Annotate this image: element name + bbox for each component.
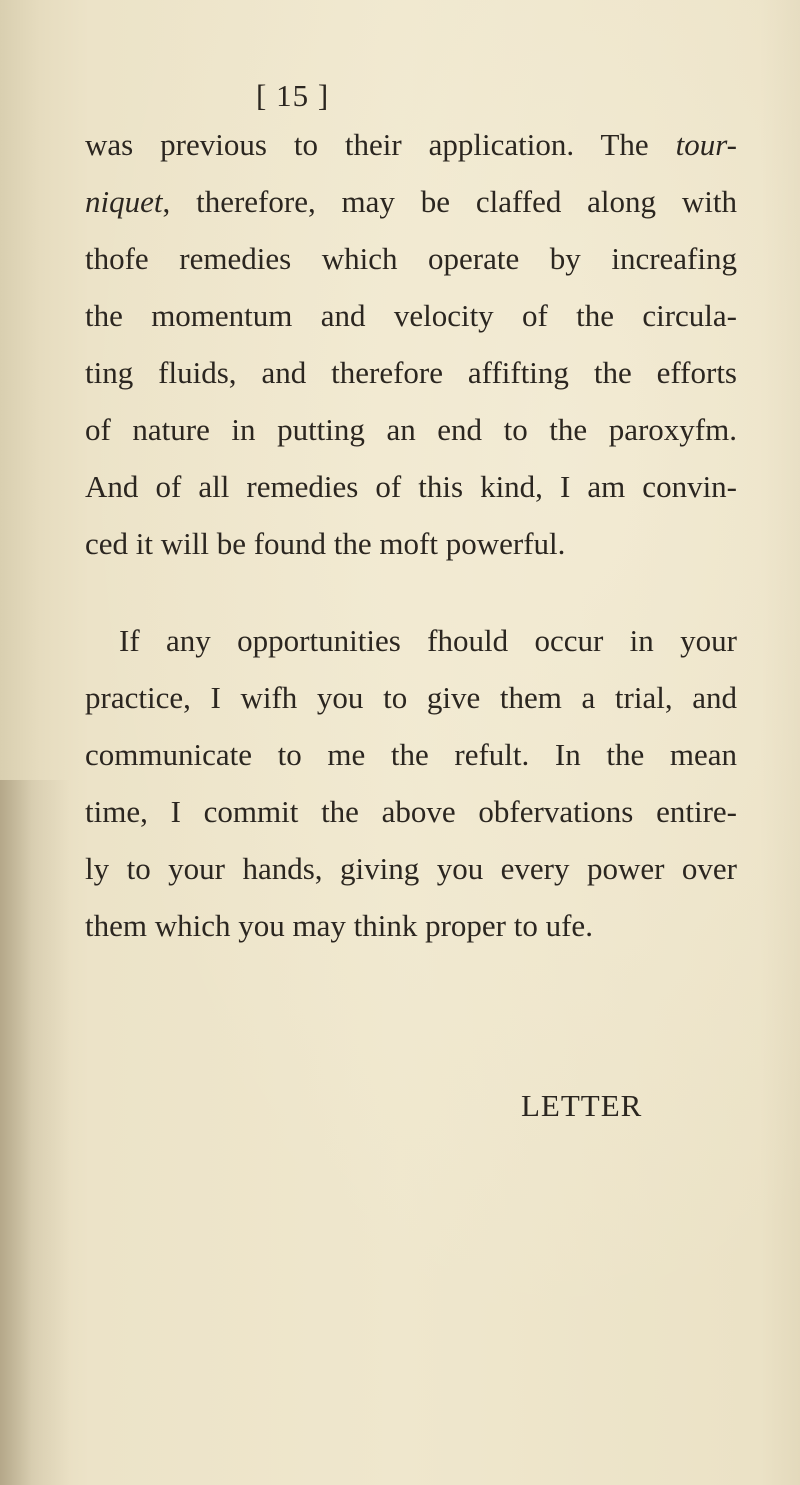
catchword: LETTER [521,1088,643,1123]
text-line: them which you may think proper to ufe. [85,908,593,943]
text-line: of nature in putting an end to the paroxyfm. [85,412,737,447]
text-line: ced it will be found the moft powerful. [85,526,566,561]
text-line: If any opportunities fhould occur in your [119,623,737,658]
text-line: the momentum and velocity of the circula- [85,298,737,333]
text-line: time, I commit the above obfervations entire- [85,794,737,829]
text-line: thofe remedies which operate by increafing [85,241,737,276]
italic-term: niquet [85,184,163,219]
paragraph-gap [85,572,737,612]
text-line: ly to your hands, giving you every power over [85,851,737,886]
text-line: And of all remedies of this kind, I am convin- [85,469,737,504]
text-line: communicate to me the refult. In the mean [85,737,737,772]
page-edge-shadow [0,780,70,1485]
page-number: [ 15 ] [256,78,330,113]
body-text [85,116,737,954]
text-line: practice, I wifh you to give them a trial, and [85,680,737,715]
text-line: ting fluids, and therefore affifting the efforts [85,355,737,390]
text-span: , therefore, may be claffed along with [162,184,737,219]
text-line [85,116,737,173]
text-line [85,173,737,230]
italic-term: tour- [675,127,737,162]
text-span: was previous to their application. The [85,127,649,162]
